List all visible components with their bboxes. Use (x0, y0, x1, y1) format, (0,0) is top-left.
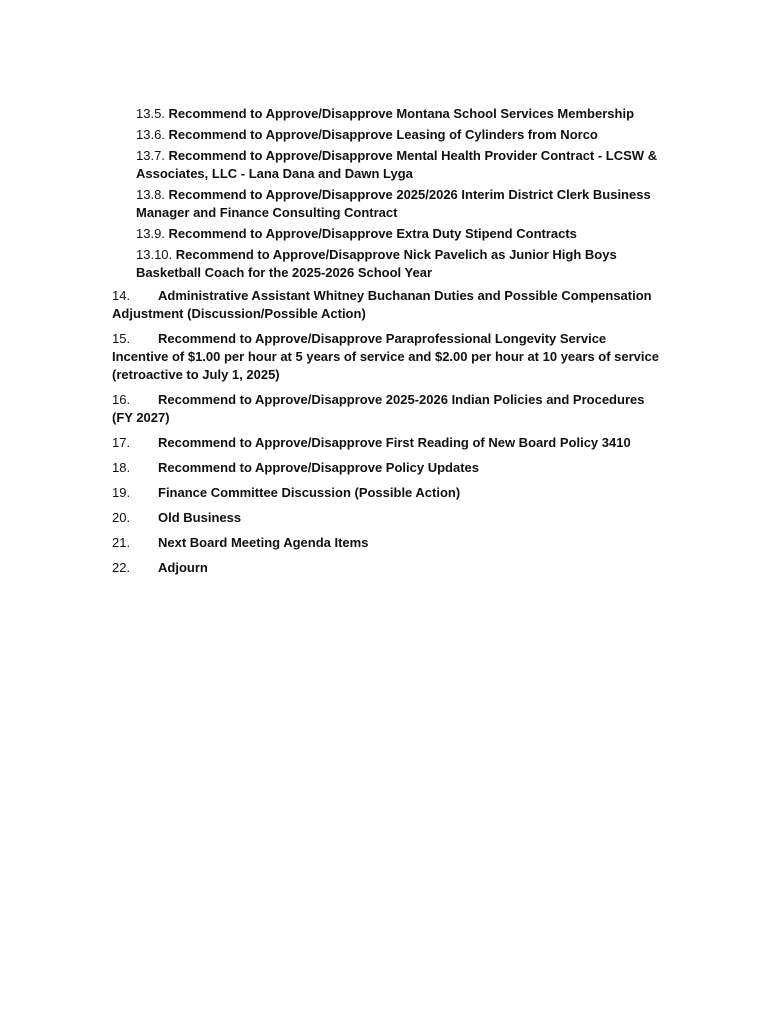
item-text: Next Board Meeting Agenda Items (158, 535, 369, 550)
agenda-item-22 (112, 559, 662, 577)
agenda-subitem-13-8 (136, 186, 662, 222)
agenda-subitem-13-6 (136, 126, 662, 144)
item-text: Recommend to Approve/Disapprove Leasing of Cylinders from Norco (168, 127, 598, 142)
item-number: 13.10. (136, 247, 173, 262)
item-number: 13.8. (136, 187, 165, 202)
item-number: 18. (112, 460, 131, 475)
agenda-item-18 (112, 459, 662, 477)
agenda-sublist (112, 105, 662, 282)
agenda-item-15 (112, 330, 662, 384)
item-text: Recommend to Approve/Disapprove Paraprofessional Longevity Service Incentive of $1.00 per hour at 5 years of service and $2.00 per hour at 10 years of service (retroactive to July 1, 2025) (112, 331, 659, 382)
agenda-subitem-13-9 (136, 225, 662, 243)
item-number: 15. (112, 331, 131, 346)
item-text: Recommend to Approve/Disapprove 2025-2026 Indian Policies and Procedures (FY 2027) (112, 392, 645, 425)
item-number: 13.6. (136, 127, 165, 142)
agenda-item-14 (112, 287, 662, 323)
item-text: Finance Committee Discussion (Possible Action) (158, 485, 461, 500)
item-number: 21. (112, 535, 131, 550)
item-number: 20. (112, 510, 131, 525)
item-number: 13.5. (136, 106, 165, 121)
agenda-page (112, 105, 662, 580)
agenda-subitem-13-7 (136, 147, 662, 183)
item-text: Recommend to Approve/Disapprove Policy Updates (158, 460, 479, 475)
agenda-subitem-13-10 (136, 246, 662, 282)
item-number: 13.9. (136, 226, 165, 241)
item-number: 13.7. (136, 148, 165, 163)
item-text: Adjourn (158, 560, 208, 575)
agenda-item-20 (112, 509, 662, 527)
agenda-subitem-13-5 (136, 105, 662, 123)
item-text: Recommend to Approve/Disapprove Montana School Services Membership (168, 106, 635, 121)
agenda-item-19 (112, 484, 662, 502)
item-text: Recommend to Approve/Disapprove Extra Duty Stipend Contracts (168, 226, 577, 241)
agenda-item-16 (112, 391, 662, 427)
item-number: 19. (112, 485, 131, 500)
item-text: Recommend to Approve/Disapprove Mental Health Provider Contract - LCSW & Associates, LLC - Lana Dana and Dawn Lyga (136, 148, 658, 181)
agenda-item-17 (112, 434, 662, 452)
item-text: Recommend to Approve/Disapprove Nick Pavelich as Junior High Boys Basketball Coach for the 2025-2026 School Year (136, 247, 617, 280)
item-text: Recommend to Approve/Disapprove First Reading of New Board Policy 3410 (158, 435, 631, 450)
item-number: 17. (112, 435, 131, 450)
item-text: Recommend to Approve/Disapprove 2025/2026 Interim District Clerk Business Manager and Finance Consulting Contract (136, 187, 651, 220)
item-number: 22. (112, 560, 131, 575)
agenda-item-21 (112, 534, 662, 552)
item-text: Administrative Assistant Whitney Buchanan Duties and Possible Compensation Adjustment (Discussion/Possible Action) (112, 288, 652, 321)
item-number: 14. (112, 288, 131, 303)
item-text: Old Business (158, 510, 242, 525)
item-number: 16. (112, 392, 131, 407)
